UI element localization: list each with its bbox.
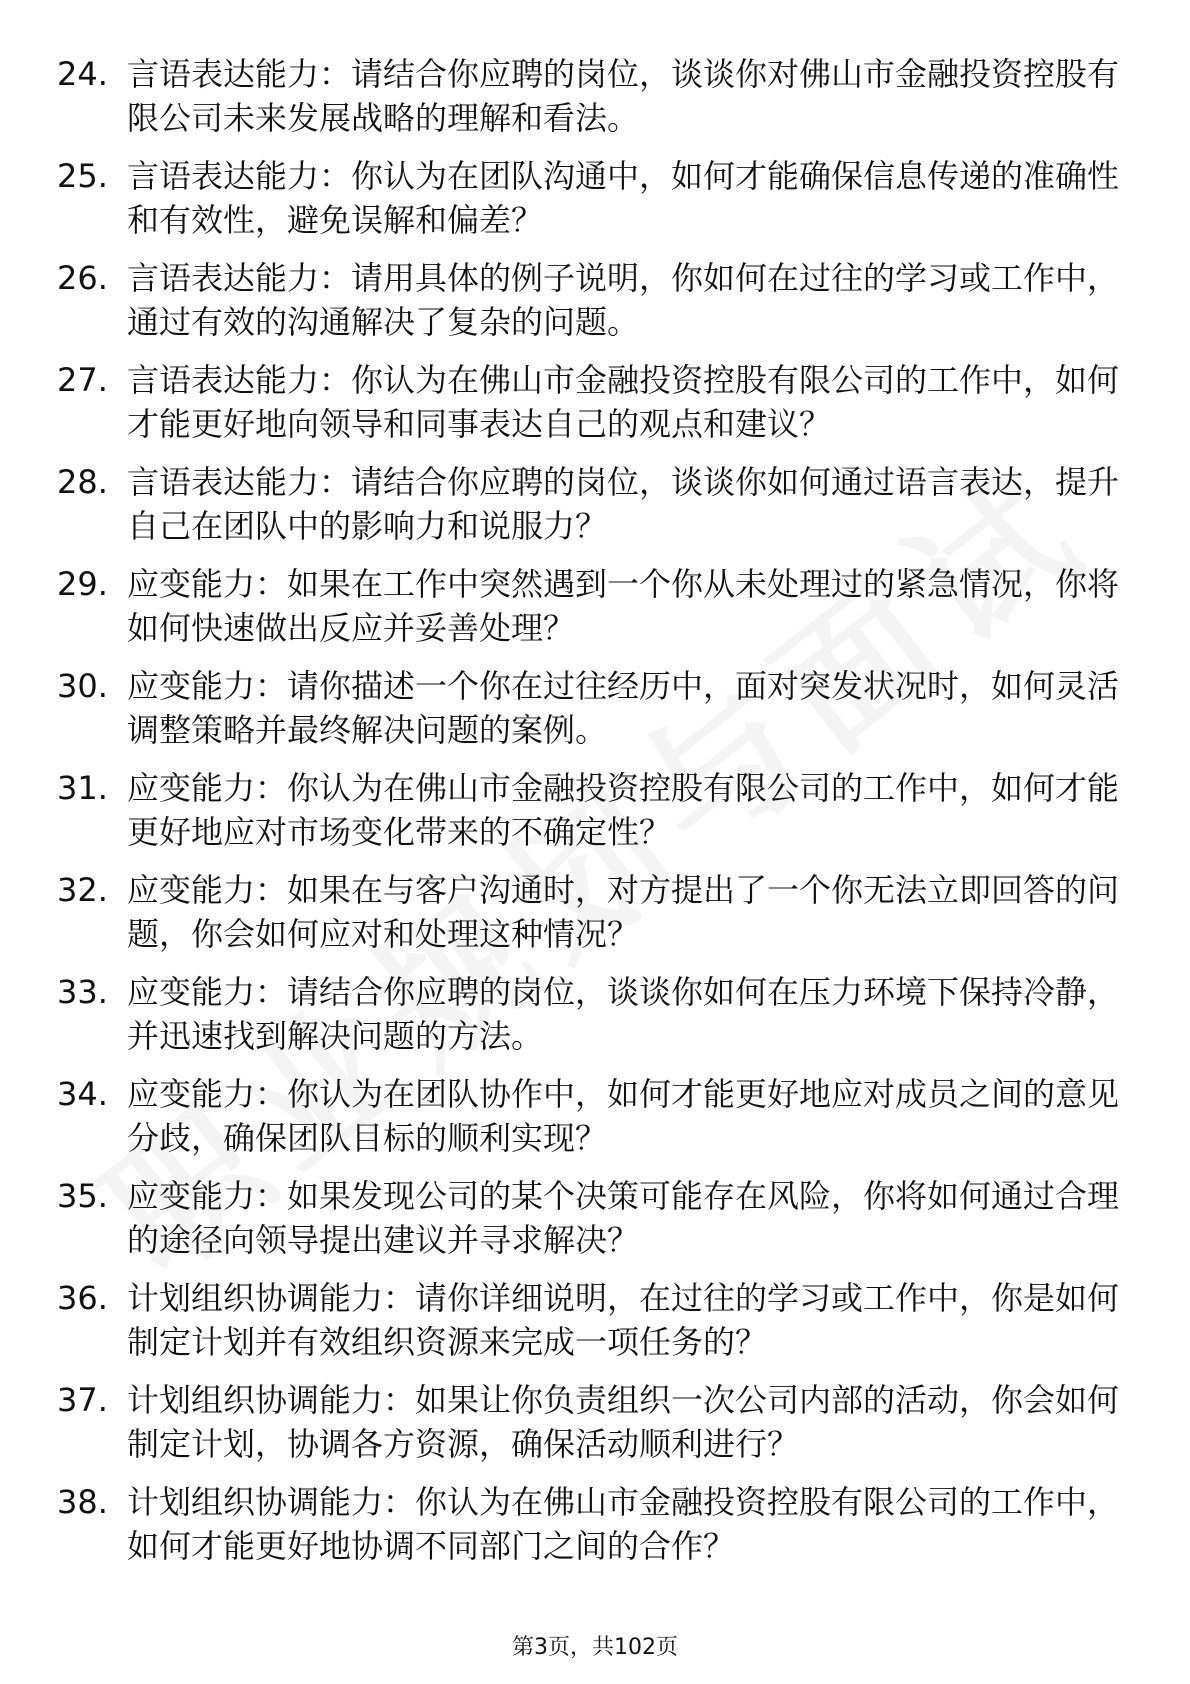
question-number: 29.: [57, 565, 108, 603]
list-item: [57, 868, 1132, 956]
list-item: [57, 1480, 1132, 1568]
list-item: [57, 52, 1132, 140]
list-item: [57, 766, 1132, 854]
list-item: [57, 154, 1132, 242]
question-number: 24.: [57, 55, 108, 93]
question-number: 33.: [57, 973, 108, 1011]
question-text: 应变能力：请结合你应聘的岗位，谈谈你如何在压力环境下保持冷静，并迅速找到解决问题的方法。: [127, 973, 1120, 1055]
list-item: [57, 664, 1132, 752]
question-text: 言语表达能力：你认为在佛山市金融投资控股有限公司的工作中，如何才能更好地向领导和同事表达自己的观点和建议？: [127, 361, 1120, 443]
question-text: 言语表达能力：请用具体的例子说明，你如何在过往的学习或工作中，通过有效的沟通解决了复杂的问题。: [127, 259, 1120, 341]
question-text: 应变能力：你认为在佛山市金融投资控股有限公司的工作中，如何才能更好地应对市场变化带来的不确定性？: [127, 769, 1120, 851]
page-footer: 第3页，共102页: [512, 1635, 678, 1660]
question-number: 36.: [57, 1279, 108, 1317]
question-text: 应变能力：请你描述一个你在过往经历中，面对突发状况时，如何灵活调整策略并最终解决问题的案例。: [127, 667, 1120, 749]
question-text: 言语表达能力：请结合你应聘的岗位，谈谈你如何通过语言表达，提升自己在团队中的影响力和说服力？: [127, 463, 1120, 545]
list-item: [57, 358, 1132, 446]
question-text: 应变能力：你认为在团队协作中，如何才能更好地应对成员之间的意见分歧，确保团队目标的顺利实现？: [127, 1075, 1120, 1157]
list-item: [57, 1174, 1132, 1262]
question-text: 应变能力：如果在工作中突然遇到一个你从未处理过的紧急情况，你将如何快速做出反应并妥善处理？: [127, 565, 1120, 647]
list-item: [57, 1378, 1132, 1466]
question-number: 28.: [57, 463, 108, 501]
question-text: 应变能力：如果在与客户沟通时，对方提出了一个你无法立即回答的问题，你会如何应对和处理这种情况？: [127, 871, 1120, 953]
list-item: [57, 562, 1132, 650]
question-number: 35.: [57, 1177, 108, 1215]
list-item: [57, 460, 1132, 548]
list-item: [57, 970, 1132, 1058]
question-number: 30.: [57, 667, 108, 705]
question-number: 26.: [57, 259, 108, 297]
list-item: [57, 1276, 1132, 1364]
question-number: 25.: [57, 157, 108, 195]
question-number: 37.: [57, 1381, 108, 1419]
question-number: 27.: [57, 361, 108, 399]
list-item: [57, 1072, 1132, 1160]
question-list: [57, 52, 1132, 1582]
question-text: 言语表达能力：请结合你应聘的岗位，谈谈你对佛山市金融投资控股有限公司未来发展战略的理解和看法。: [127, 55, 1120, 137]
list-item: [57, 256, 1132, 344]
question-text: 计划组织协调能力：如果让你负责组织一次公司内部的活动，你会如何制定计划，协调各方资源，确保活动顺利进行？: [127, 1381, 1120, 1463]
question-number: 34.: [57, 1075, 108, 1113]
question-text: 言语表达能力：你认为在团队沟通中，如何才能确保信息传递的准确性和有效性，避免误解和偏差？: [127, 157, 1120, 239]
question-text: 计划组织协调能力：请你详细说明，在过往的学习或工作中，你是如何制定计划并有效组织资源来完成一项任务的？: [127, 1279, 1120, 1361]
question-number: 31.: [57, 769, 108, 807]
question-number: 38.: [57, 1483, 108, 1521]
question-text: 应变能力：如果发现公司的某个决策可能存在风险，你将如何通过合理的途径向领导提出建议并寻求解决？: [127, 1177, 1120, 1259]
question-text: 计划组织协调能力：你认为在佛山市金融投资控股有限公司的工作中，如何才能更好地协调不同部门之间的合作？: [127, 1483, 1120, 1565]
question-number: 32.: [57, 871, 108, 909]
